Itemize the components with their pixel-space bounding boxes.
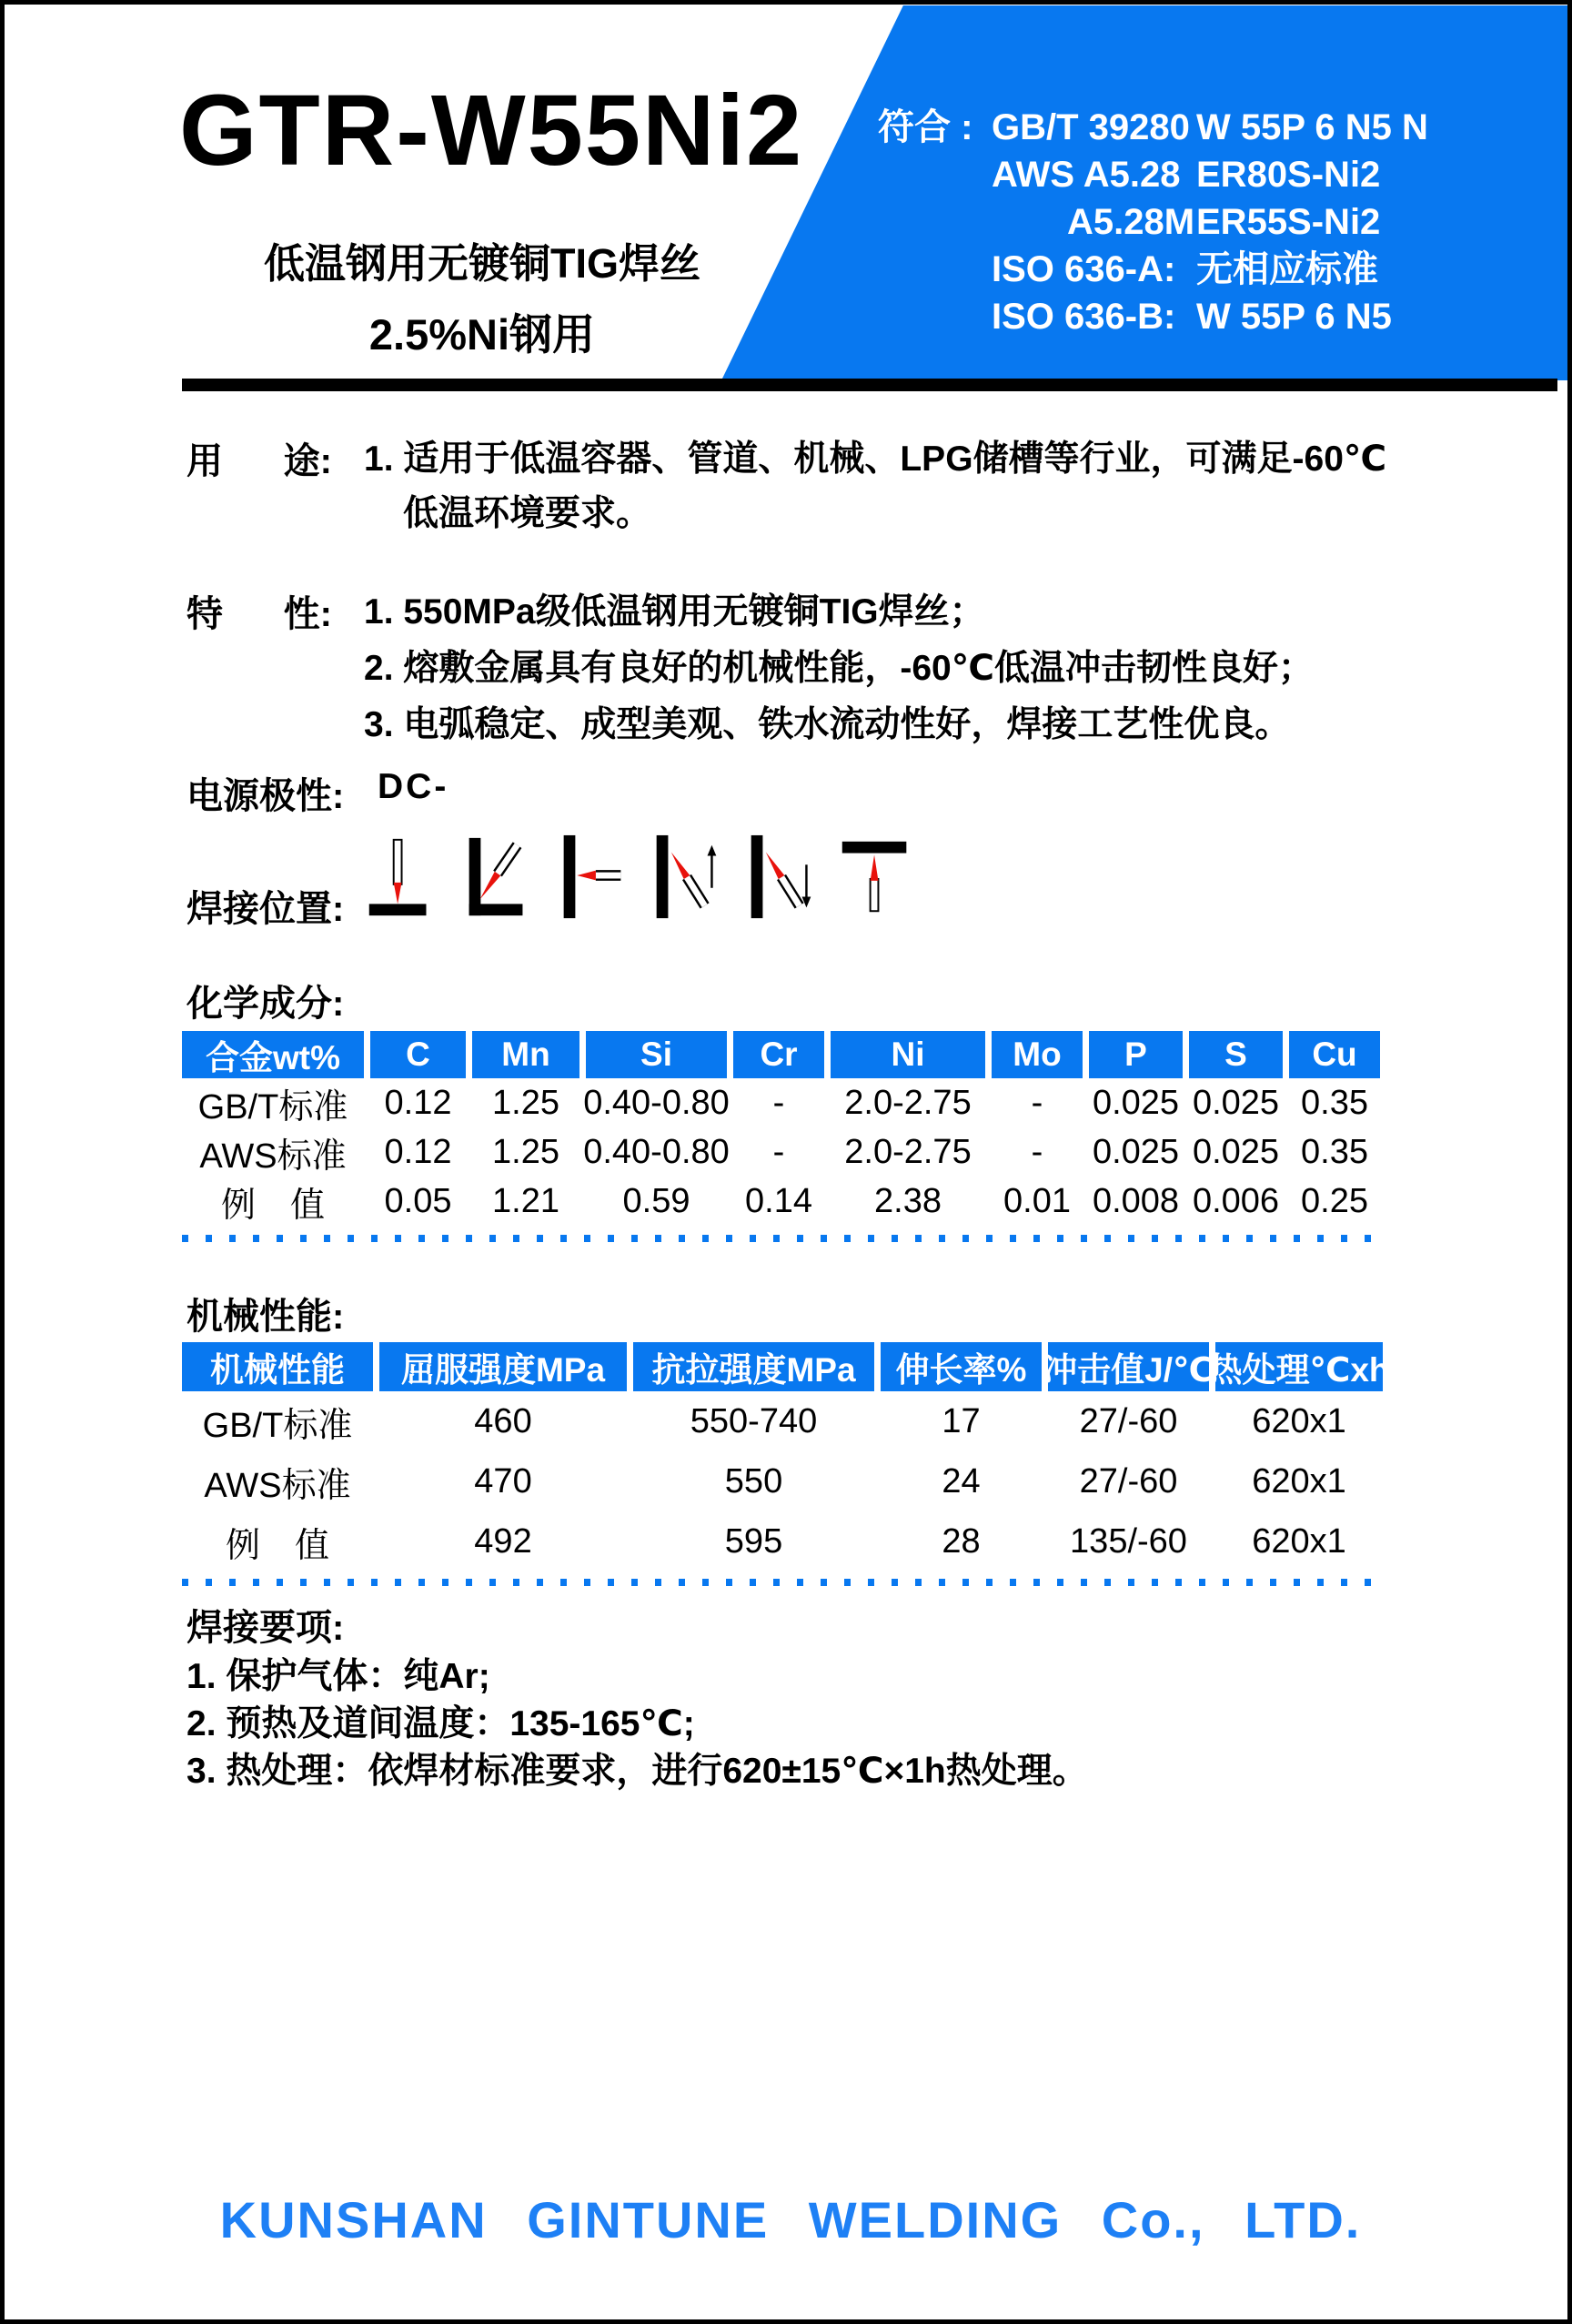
- chem-cell: 0.35: [1301, 1083, 1368, 1122]
- chem-cell: 2.38: [874, 1181, 942, 1220]
- chem-cell: 1.25: [492, 1083, 559, 1122]
- mech-row-label: 例 值: [225, 1526, 329, 1565]
- chem-row-label: AWS标准: [199, 1137, 347, 1176]
- chem-cell: -: [1031, 1083, 1043, 1122]
- mech-section-label: 机械性能:: [186, 1297, 345, 1337]
- chem-cell: 0.40-0.80: [583, 1132, 730, 1171]
- product-application: 2.5%Ni钢用: [368, 310, 596, 359]
- compliance-designation: 无相应标准: [1196, 249, 1378, 289]
- flat-position-icon: [367, 833, 439, 922]
- company-name: KUNSHAN GINTUNE WELDING Co., LTD.: [219, 2191, 1362, 2248]
- product-title: GTR-W55Ni2: [179, 75, 804, 187]
- mech-cell: 17: [942, 1401, 981, 1440]
- polarity-label: 电源极性:: [186, 776, 345, 816]
- chem-header-cell: P: [1089, 1031, 1183, 1078]
- chem-row-label: GB/T标准: [197, 1087, 348, 1127]
- mech-cell: 550-740: [690, 1401, 818, 1440]
- chem-header-cell: Mn: [472, 1031, 579, 1078]
- mech-cell: 620x1: [1252, 1521, 1346, 1561]
- chem-cell: 0.025: [1092, 1132, 1180, 1171]
- chem-cell: 1.21: [492, 1181, 559, 1220]
- chem-header-cell: Cu: [1289, 1031, 1380, 1078]
- mech-row-label: AWS标准: [204, 1466, 351, 1505]
- chem-header-cell: Cr: [733, 1031, 824, 1078]
- compliance-standard: ISO 636-B:: [992, 297, 1176, 337]
- usage-line: 低温环境要求。: [403, 494, 652, 533]
- usage-line: 1. 适用于低温容器、管道、机械、LPG储槽等行业，可满足-60℃: [364, 440, 1387, 479]
- chem-row-label: 例 值: [220, 1186, 325, 1225]
- feature-line: 2. 熔敷金属具有良好的机械性能，-60℃低温冲击韧性良好；: [364, 649, 1314, 688]
- chem-cell: -: [772, 1132, 785, 1171]
- mech-cell: 620x1: [1252, 1401, 1346, 1440]
- compliance-standard: ISO 636-A:: [992, 249, 1176, 289]
- compliance-designation: W 55P 6 N5 N: [1196, 107, 1428, 147]
- mech-header-cell: 屈服强度MPa: [379, 1342, 627, 1391]
- chem-cell: 2.0-2.75: [844, 1132, 972, 1171]
- mech-row-label: GB/T标准: [202, 1406, 353, 1445]
- chem-table: [182, 1031, 1380, 1226]
- chem-cell: 0.12: [384, 1083, 452, 1122]
- mech-cell: 550: [724, 1461, 783, 1500]
- chem-cell: 0.14: [745, 1181, 812, 1220]
- header-divider: [182, 379, 1557, 391]
- vertical-down-position-icon: [745, 833, 818, 922]
- feature-line: 3. 电弧稳定、成型美观、铁水流动性好，焊接工艺性优良。: [364, 705, 1291, 744]
- welding-note-line: 3. 热处理：依焊材标准要求，进行620±15℃×1h热处理。: [186, 1752, 1088, 1791]
- compliance-designation: ER80S-Ni2: [1196, 155, 1381, 195]
- chem-cell: -: [1031, 1132, 1043, 1171]
- chem-cell: 0.40-0.80: [583, 1083, 730, 1122]
- welding-note-line: 2. 预热及道间温度：135-165℃;: [186, 1704, 695, 1743]
- product-subtitle: 低温钢用无镀铜TIG焊丝: [264, 240, 700, 287]
- mech-header-cell: 热处理℃xh: [1215, 1342, 1383, 1391]
- chem-header-cell: C: [370, 1031, 466, 1078]
- chem-cell: 0.025: [1092, 1083, 1180, 1122]
- mech-cell: 595: [724, 1521, 783, 1561]
- positions-label: 焊接位置:: [186, 889, 345, 929]
- chem-header-cell: Si: [586, 1031, 727, 1078]
- chem-cell: 1.25: [492, 1132, 559, 1171]
- chem-section-label: 化学成分:: [186, 984, 345, 1024]
- usage-label: 用 途:: [186, 441, 332, 481]
- horizontal-position-icon: [556, 833, 629, 922]
- compliance-standard: AWS A5.28: [992, 155, 1181, 195]
- dotted-separator: [182, 1579, 1383, 1586]
- mech-header-cell: 冲击值J/℃: [1048, 1342, 1209, 1391]
- vertical-up-position-icon: [650, 833, 723, 922]
- mech-cell: 28: [942, 1521, 981, 1561]
- mech-cell: 470: [474, 1461, 532, 1500]
- fillet-position-icon: [461, 833, 534, 922]
- mech-header-cell: 机械性能: [182, 1342, 373, 1391]
- mech-cell: 27/-60: [1079, 1461, 1178, 1500]
- mech-header-cell: 抗拉强度MPa: [633, 1342, 874, 1391]
- mech-cell: 27/-60: [1079, 1401, 1178, 1440]
- welding-notes-label: 焊接要项:: [186, 1608, 345, 1648]
- chem-cell: 2.0-2.75: [844, 1083, 972, 1122]
- compliance-standard: GB/T 39280: [992, 107, 1190, 147]
- chem-header-cell: Mo: [992, 1031, 1083, 1078]
- chem-cell: 0.12: [384, 1132, 452, 1171]
- chem-cell: 0.025: [1192, 1083, 1280, 1122]
- chem-cell: 0.35: [1301, 1132, 1368, 1171]
- chem-header-cell: 合金wt%: [182, 1031, 364, 1078]
- features-label: 特 性:: [186, 594, 332, 634]
- compliance-standard: A5.28M: [1067, 202, 1195, 242]
- mech-cell: 460: [474, 1401, 532, 1440]
- mech-cell: 24: [942, 1461, 981, 1500]
- chem-header-cell: Ni: [831, 1031, 985, 1078]
- welding-note-line: 1. 保护气体：纯Ar;: [186, 1657, 490, 1696]
- mech-cell: 620x1: [1252, 1461, 1346, 1500]
- overhead-position-icon: [840, 833, 912, 922]
- chem-cell: 0.01: [1003, 1181, 1071, 1220]
- dotted-separator: [182, 1235, 1383, 1242]
- chem-cell: 0.25: [1301, 1181, 1368, 1220]
- chem-cell: 0.006: [1192, 1181, 1280, 1220]
- feature-line: 1. 550MPa级低温钢用无镀铜TIG焊丝；: [364, 592, 985, 632]
- compliance-label: 符合 :: [878, 107, 973, 147]
- chem-header-cell: S: [1189, 1031, 1283, 1078]
- welding-position-icons: [367, 833, 912, 922]
- mech-table: [182, 1342, 1390, 1571]
- mech-cell: 492: [474, 1521, 532, 1561]
- chem-cell: -: [772, 1083, 785, 1122]
- mech-header-cell: 伸长率%: [881, 1342, 1042, 1391]
- mech-cell: 135/-60: [1070, 1521, 1187, 1561]
- chem-cell: 0.025: [1192, 1132, 1280, 1171]
- polarity-value: DC-: [378, 767, 449, 806]
- compliance-designation: W 55P 6 N5: [1196, 297, 1392, 337]
- compliance-designation: ER55S-Ni2: [1196, 202, 1381, 242]
- chem-cell: 0.05: [384, 1181, 452, 1220]
- chem-cell: 0.008: [1092, 1181, 1180, 1220]
- chem-cell: 0.59: [622, 1181, 690, 1220]
